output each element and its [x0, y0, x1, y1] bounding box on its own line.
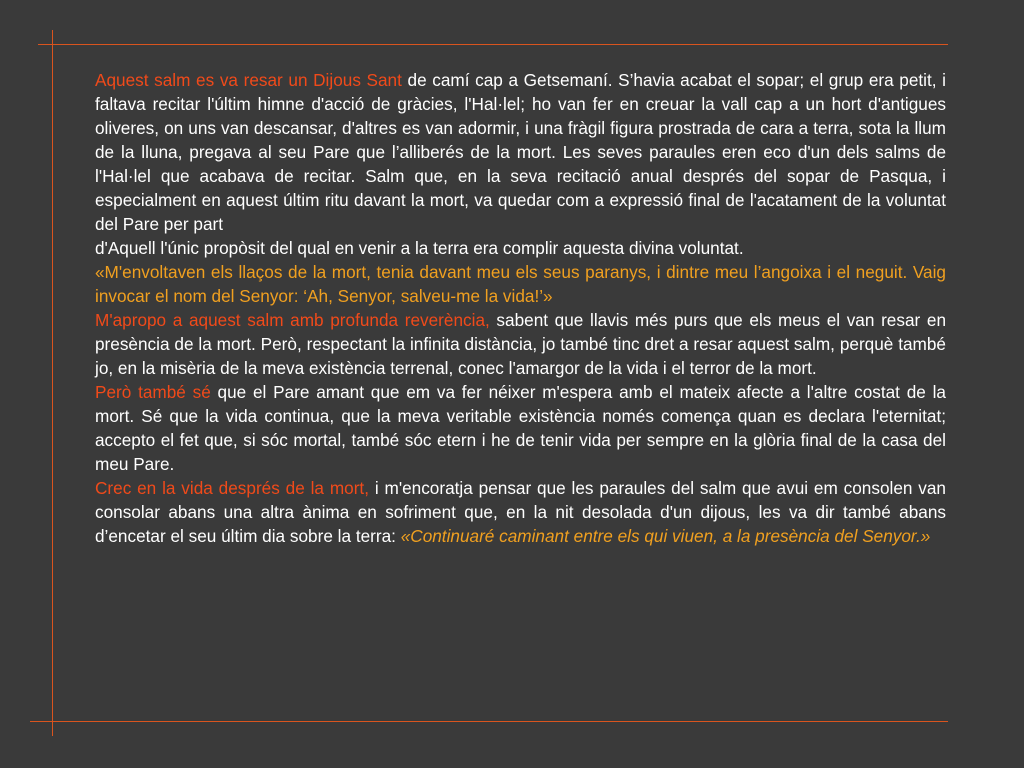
- psalm-quote: «M'envoltaven els llaços de la mort, tenia davant meu els seus paranys, i dintre meu l’angoixa i el neguit. Vaig invocar el nom del Senyor: ‘Ah, Senyor, salveu-me la vida!’»: [95, 262, 946, 306]
- text-body: [95, 68, 946, 548]
- paragraph-4-lead: Però també sé: [95, 382, 211, 402]
- paragraph-3-body: sabent que llavis més purs que els meus el van resar en presència de la mort. Però, respectant la infinita distància, jo també tinc dret a resar aquest salm, perquè també jo, en la misèria de la meva existència terrenal, conec l'amargor de la vida i el terror de la mort.: [95, 310, 947, 378]
- paragraph-5-quote: «Continuaré caminant entre els qui viuen, a la presència del Senyor.»: [400, 526, 931, 546]
- paragraph-5-body: i m'encoratja pensar que les paraules del salm que avui em consolen van consolar abans una altra ànima en sofriment que, en la nit desolada d'un dijous, les va dir també abans d’encetar el seu últim dia sobre la terra:: [95, 478, 946, 546]
- paragraph-4-body: que el Pare amant que em va fer néixer m'espera amb el mateix afecte a l'altre costat de la mort. Sé que la vida continua, que la meva veritable existència només comença quan es declara l'eternitat; accepto el fet que, si sóc mortal, també sóc etern i he de tenir vida per sempre en la glòria final de la casa del meu Pare.: [95, 382, 946, 474]
- paragraph-3-lead: M'apropo a aquest salm amb profunda reverència,: [95, 310, 490, 330]
- paragraph-5-lead: Crec en la vida després de la mort,: [95, 478, 369, 498]
- left-rule: [52, 30, 53, 736]
- paragraph-3: [95, 308, 946, 380]
- paragraph-1-last-line: d'Aquell l'únic propòsit del qual en venir a la terra era complir aquesta divina voluntat.: [95, 238, 744, 258]
- paragraph-1-lead: Aquest salm es va resar un Dijous Sant: [95, 70, 402, 90]
- paragraph-5: [95, 476, 946, 548]
- paragraph-1: [95, 68, 946, 236]
- top-rule: [38, 44, 948, 45]
- paragraph-4: [95, 380, 946, 476]
- bottom-rule: [30, 721, 948, 722]
- paragraph-1-body: de camí cap a Getsemaní. S’havia acabat el sopar; el grup era petit, i faltava recitar l'últim himne d'acció de gràcies, l'Hal·lel; ho van fer en creuar la vall cap a un hort d'antigues oliveres, on uns van descansar, d'altres es van adormir, i una fràgil figura prostrada de cara a terra, sota la llum de la lluna, pregava al seu Pare que l’alliberés de la mort. Les seves paraules eren eco d'un dels salms de l'Hal·lel que acabava de recitar. Salm que, en la seva recitació anual després del sopar de Pasqua, i especialment en aquest últim ritu davant la mort, va quedar com a expressió final de l'acatament de la voluntat del Pare per part: [95, 70, 946, 234]
